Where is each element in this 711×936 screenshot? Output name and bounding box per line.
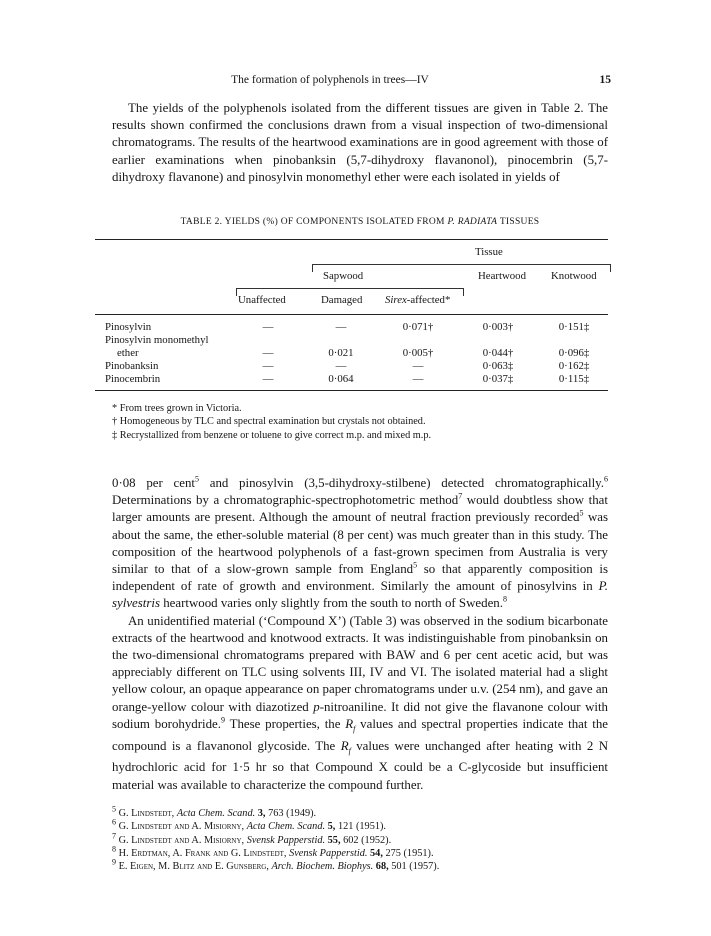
row-label-pinosylvin-monomethyl-ether: ether — [117, 347, 139, 359]
reference-number: 8 — [112, 844, 116, 854]
text-run: Determinations by a chromatographic-spectrophotometric method — [112, 493, 459, 508]
row-label-pinobanksin: Pinobanksin — [105, 360, 159, 372]
reference-volume: 54, — [370, 847, 383, 859]
cell-pinosylvin-sirex: 0·071† — [402, 321, 434, 333]
reference-item — [112, 857, 440, 873]
cell-pinosylvin-unaffected: — — [262, 321, 274, 333]
text-run: was about the same, the ether-soluble material (8 per cent) was much greater than in this study. The composition of the heartwood polyphenols of a fast-grown specimen from Australia is very similar to that of a slow-grown sample from England — [112, 510, 608, 577]
text-run: and pinosylvin (3,5-dihydroxy-stilbene) detected chromatographically. — [199, 476, 604, 490]
text-run: An unidentified material (‘Compound X’) (Table 3) was observed in the sodium bicarbonate extracts of the heartwood and knotwood extracts. It was indistinguishable from pinobanksin on the two-dimensional chromatograms prepared with BAW and 6 per cent acetic acid, but was appreciably different on TLC using solvents III, IV and VI. The isolated material had a slight yellow colour, an opaque appearance on paper chromatograms under u.v. (254 nm), and gave an orange-yellow colour with diazotized — [112, 613, 608, 714]
text-run: values were unchanged after heating with 2 N hydrochloric acid for 1·5 hr so that Compound X could be a C-glycoside but insufficient material was available to characterize the compound further. — [112, 738, 608, 792]
reference-item — [112, 817, 439, 833]
row-label-pinocembrin: Pinocembrin — [105, 373, 161, 385]
cell-pinocembrin-sirex: — — [412, 373, 424, 385]
reference-journal: Arch. Biochem. Biophys. — [271, 861, 374, 873]
paragraph-intro-text: The yields of the polyphenols isolated from the different tissues are given in Table 2. The results shown confirmed the conclusions drawn from a visual inspection of two-dimensional chromatograms. The results of the heartwood examinations are in good agreement with those of earlier examinations when pinobanksin (5,7-dihydroxy flavanonol), pinocembrin (5,7-dihydroxy flavanone) and pinosylvin monomethyl ether were each isolated in yields of — [112, 101, 608, 184]
cell-pme-damaged: 0·021 — [328, 347, 354, 359]
header-sirex-italic: Sirex — [385, 294, 407, 306]
table-caption — [112, 217, 608, 227]
reference-volume: 3, — [257, 808, 266, 819]
reference-authors: E. Eigen, M. Blitz and E. Gunsberg, — [118, 861, 269, 873]
header-heartwood: Heartwood — [478, 270, 526, 282]
reference-number: 9 — [112, 857, 116, 867]
table-header-rule — [95, 314, 608, 315]
cell-pinobanksin-damaged: — — [335, 360, 347, 372]
cell-pinosylvin-damaged: — — [335, 321, 347, 333]
table-footnote: † Homogeneous by TLC and spectral examination but crystals not obtained. — [112, 416, 426, 428]
cell-pinocembrin-heartwood: 0·037‡ — [482, 373, 514, 385]
header-sirex-affected — [385, 294, 450, 306]
paragraph-compound-x — [112, 613, 608, 794]
text-run: heartwood varies only slightly from the south to north of Sweden. — [159, 596, 503, 611]
citation-ref: 5 — [195, 474, 199, 484]
species-name: P. sylvestris — [112, 579, 608, 611]
cell-pinobanksin-sirex: — — [412, 360, 424, 372]
reference-authors: G. Lindstedt and A. Misiorny, — [118, 834, 245, 846]
header-sirex-rest: -affected* — [406, 294, 451, 306]
paragraph-yields — [112, 475, 608, 794]
table-caption-suffix: TISSUES — [499, 217, 540, 227]
text-run: values and spectral properties indicate that the compound is a flavanonol glycoside. The — [112, 716, 609, 753]
reference-volume: 55, — [327, 834, 341, 846]
table-footnotes — [112, 402, 431, 442]
header-tissue: Tissue — [475, 246, 503, 258]
header-sapwood: Sapwood — [323, 270, 364, 282]
paragraph-yields-text — [112, 475, 608, 613]
cell-pme-knotwood: 0·096‡ — [558, 347, 590, 359]
cell-pme-heartwood: 0·044† — [482, 347, 514, 359]
reference-number: 6 — [112, 817, 116, 827]
reference-authors: H. Erdtman, A. Frank and G. Lindstedt, — [118, 847, 287, 859]
reference-journal: Acta Chem. Scand. — [176, 808, 256, 819]
row-label-pinosylvin: Pinosylvin — [105, 321, 152, 333]
reference-pages: 501 (1957). — [391, 861, 440, 873]
citation-ref: 6 — [604, 474, 608, 484]
cell-pinocembrin-damaged: 0·064 — [328, 373, 354, 385]
table-footnote: ‡ Recrystallized from benzene or toluene to give correct m.p. and mixed m.p. — [112, 429, 432, 441]
rf-subscript: f — [348, 746, 351, 756]
reference-list — [112, 804, 440, 873]
reference-authors: G. Lindstedt and A. Misiorny, — [118, 821, 245, 833]
reference-volume: 5, — [327, 821, 336, 833]
table-bottom-rule — [95, 390, 608, 391]
text-run: -nitroaniline. It did not give the flavanone colour with sodium borohydride. — [112, 699, 608, 731]
reference-pages: 121 (1951). — [337, 821, 386, 833]
cell-pinobanksin-unaffected: — — [262, 360, 274, 372]
table-top-rule — [95, 239, 608, 240]
cell-pinosylvin-knotwood: 0·151‡ — [558, 321, 590, 333]
running-title: The formation of polyphenols in trees—IV — [231, 74, 429, 86]
reference-pages: 763 (1949). — [268, 808, 317, 819]
table-caption-prefix: TABLE 2. YIELDS (%) OF COMPONENTS ISOLATED FROM — [180, 217, 445, 227]
cell-pinosylvin-heartwood: 0·003† — [482, 321, 514, 333]
cell-pinocembrin-knotwood: 0·115‡ — [558, 373, 590, 385]
citation-ref: 5 — [413, 560, 418, 570]
cell-pme-sirex: 0·005† — [402, 347, 434, 359]
reference-journal: Svensk Papperstid. — [246, 834, 326, 846]
header-knotwood: Knotwood — [551, 270, 597, 282]
header-damaged: Damaged — [321, 294, 363, 306]
table-footnote: * From trees grown in Victoria. — [112, 403, 242, 414]
reference-number: 7 — [112, 831, 116, 841]
cell-pinobanksin-knotwood: 0·162‡ — [558, 360, 590, 372]
cell-pinobanksin-heartwood: 0·063‡ — [482, 360, 514, 372]
table-caption-species: P. RADIATA — [447, 217, 498, 227]
reference-volume: 68, — [375, 861, 389, 873]
header-unaffected: Unaffected — [238, 294, 286, 306]
text-run: 0·08 per cent — [112, 476, 195, 490]
text-run: These properties, the — [225, 716, 346, 731]
cell-pinocembrin-unaffected: — — [262, 373, 274, 385]
paragraph-intro — [112, 100, 608, 186]
reference-pages: 602 (1952). — [343, 834, 392, 846]
citation-ref: 9 — [221, 715, 225, 725]
reference-item — [112, 804, 439, 820]
reference-pages: 275 (1951). — [385, 847, 434, 859]
reference-number: 5 — [112, 804, 116, 814]
rf-subscript: f — [353, 724, 356, 734]
rf-symbol: R — [340, 738, 349, 753]
citation-ref: 5 — [579, 509, 584, 519]
reference-authors: G. Lindstedt, — [118, 808, 175, 819]
text-run: so that apparently composition is independent of rate of growth and environment. Similarly the amount of pinosylvins in — [112, 562, 608, 594]
text-run: would doubtless show that larger amounts are present. Although the amount of neutral fraction previously recorded — [112, 493, 608, 525]
page-number: 15 — [599, 74, 611, 86]
reference-journal: Acta Chem. Scand. — [246, 821, 326, 833]
reference-journal: Svensk Papperstid. — [289, 847, 368, 859]
citation-ref: 7 — [458, 491, 463, 501]
citation-ref: 8 — [502, 595, 507, 605]
cell-pme-unaffected: — — [262, 347, 274, 359]
rf-symbol: R — [345, 716, 354, 731]
text-italic: p — [313, 699, 320, 714]
reference-item — [112, 831, 439, 847]
reference-item — [112, 844, 439, 860]
row-label-pinosylvin-monomethyl: Pinosylvin monomethyl — [105, 334, 209, 346]
